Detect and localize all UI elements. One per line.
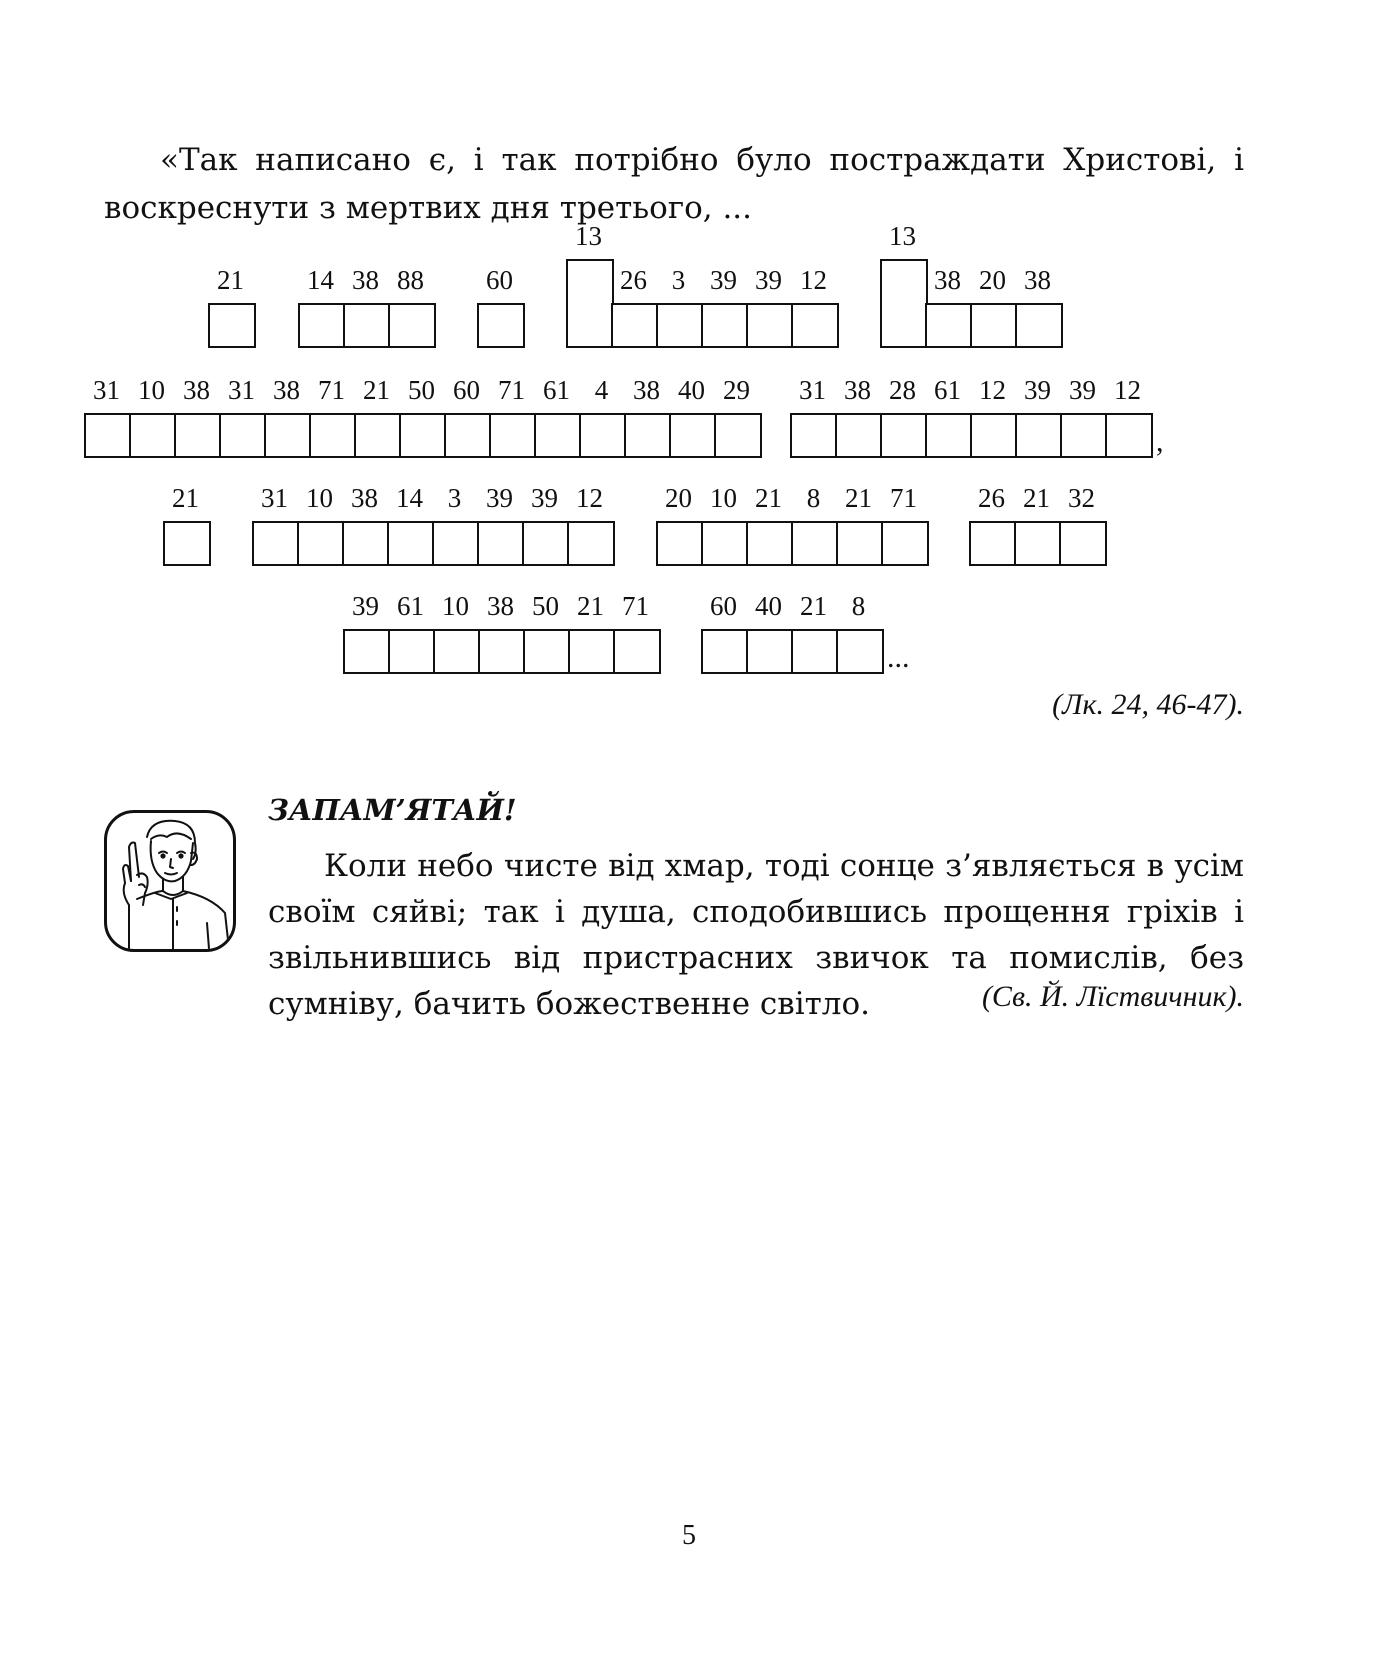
letter-cell [579,413,627,458]
letter-cell [701,521,749,566]
cell-code: 39 [531,483,558,513]
letter-cell [746,303,794,348]
cell-code: 61 [397,591,424,621]
letter-cell [970,303,1018,348]
letter-cell [252,521,300,566]
letter-cell [444,413,492,458]
cell-code: 14 [396,483,423,513]
letter-cell [669,413,717,458]
cell-code: 39 [755,265,782,295]
letter-cell [1059,521,1107,566]
cell-code: 21 [363,375,390,405]
letter-cell [836,521,884,566]
cell-code: 21 [755,483,782,513]
cell-code: 8 [806,483,821,513]
letter-cell [746,521,794,566]
cell-code: 21 [800,591,827,621]
cell-code: 21 [577,591,604,621]
cell-code: 50 [408,375,435,405]
cell-code: 38 [934,265,961,295]
row-trailing-punctuation: ... [887,641,910,674]
cell-code: 31 [261,483,288,513]
letter-cell [522,521,570,566]
cell-code: 31 [799,375,826,405]
letter-cell [624,413,672,458]
letter-cell [342,521,390,566]
letter-cell [489,413,537,458]
remember-quote: Коли небо чисте від хмар, тоді сонце з’являється в усім своїм сяйві; так і душа, сподобившись прощення гріхів і звільнившись від пристрасних звичок та помислів, без сумніву, бачить божественне світло. [268,848,1244,1022]
cell-code: 20 [979,265,1006,295]
cell-code: 38 [273,375,300,405]
cell-code: 39 [1024,375,1051,405]
cell-code: 38 [183,375,210,405]
letter-cell [836,629,884,674]
cell-code: 40 [678,375,705,405]
cell-code: 21 [845,483,872,513]
letter-cell [309,413,357,458]
letter-cell [1014,521,1062,566]
letter-cell [387,521,435,566]
letter-cell [714,413,762,458]
cell-code: 60 [486,265,513,295]
remember-title: ЗАПАМ’ЯТАЙ! [268,793,517,827]
letter-cell [478,629,526,674]
cell-code: 71 [890,483,917,513]
cell-code: 71 [318,375,345,405]
cell-code: 71 [622,591,649,621]
letter-cell [433,629,481,674]
cell-code: 21 [1023,483,1050,513]
cell-code: 38 [844,375,871,405]
cell-code: 61 [543,375,570,405]
cell-code: 38 [487,591,514,621]
cell-code: 8 [851,591,866,621]
letter-cell [477,521,525,566]
letter-cell [970,413,1018,458]
cell-code: 21 [172,483,199,513]
letter-cell [791,521,839,566]
letter-cell [432,521,480,566]
letter-cell [880,259,928,348]
letter-cell [174,413,222,458]
cell-code: 61 [934,375,961,405]
letter-cell [656,521,704,566]
letter-cell [567,521,615,566]
letter-cell [354,413,402,458]
letter-cell [790,413,838,458]
cell-code: 10 [306,483,333,513]
letter-cell [613,629,661,674]
letter-cell [388,629,436,674]
cell-code: 40 [755,591,782,621]
letter-cell [343,303,391,348]
letter-cell [534,413,582,458]
letter-cell [701,629,749,674]
cell-code: 10 [442,591,469,621]
letter-cell [298,303,346,348]
cell-code: 13 [889,221,916,251]
letter-cell [388,303,436,348]
quote-author: (Св. Й. Лїствичник). [981,980,1244,1013]
letter-cell [219,413,267,458]
cell-code: 50 [532,591,559,621]
cell-code: 4 [594,375,609,405]
cell-code: 12 [576,483,603,513]
letter-cell [791,629,839,674]
letter-cell [656,303,704,348]
letter-cell [881,521,929,566]
letter-cell [969,521,1017,566]
row-trailing-punctuation: , [1156,425,1164,458]
letter-cell [746,629,794,674]
cell-code: 31 [228,375,255,405]
letter-cell [925,413,973,458]
cell-code: 26 [978,483,1005,513]
boy-finger-raised-icon [107,813,233,949]
cell-code: 21 [217,265,244,295]
cell-code: 29 [723,375,750,405]
letter-cell [611,303,659,348]
cell-code: 38 [352,265,379,295]
letter-cell [1015,303,1063,348]
cell-code: 39 [710,265,737,295]
letter-cell [163,521,211,566]
letter-cell [1105,413,1153,458]
cell-code: 38 [633,375,660,405]
letter-cell [84,413,132,458]
cell-code: 31 [93,375,120,405]
cell-code: 10 [138,375,165,405]
cell-code: 12 [979,375,1006,405]
cell-code: 39 [1069,375,1096,405]
letter-cell [1060,413,1108,458]
letter-cell [297,521,345,566]
cell-code: 39 [486,483,513,513]
letter-cell [477,303,525,348]
letter-cell [399,413,447,458]
scripture-reference: (Лк. 24, 46-47). [1052,688,1244,721]
cell-code: 39 [352,591,379,621]
cipher-puzzle [0,0,1378,760]
cell-code: 3 [671,265,686,295]
cell-code: 12 [1114,375,1141,405]
remember-avatar [104,810,236,952]
cell-code: 26 [620,265,647,295]
letter-cell [880,413,928,458]
cell-code: 12 [800,265,827,295]
cell-code: 38 [1024,265,1051,295]
cell-code: 88 [397,265,424,295]
cell-code: 38 [351,483,378,513]
cell-code: 28 [889,375,916,405]
letter-cell [264,413,312,458]
cell-code: 60 [453,375,480,405]
cell-code: 13 [575,221,602,251]
letter-cell [925,303,973,348]
cell-code: 20 [665,483,692,513]
page-number: 5 [682,1520,696,1551]
cell-code: 10 [710,483,737,513]
letter-cell [1015,413,1063,458]
cell-code: 3 [447,483,462,513]
letter-cell [701,303,749,348]
cell-code: 71 [498,375,525,405]
letter-cell [343,629,391,674]
letter-cell [566,259,614,348]
cell-code: 60 [710,591,737,621]
cell-code: 32 [1068,483,1095,513]
intro-text: «Так написано є, і так потрібно було постраждати Христові, і воскреснути з мертвих дня третього, ... [104,142,1244,226]
cell-code: 14 [307,265,334,295]
letter-cell [208,303,256,348]
letter-cell [568,629,616,674]
letter-cell [791,303,839,348]
letter-cell [835,413,883,458]
letter-cell [523,629,571,674]
letter-cell [129,413,177,458]
